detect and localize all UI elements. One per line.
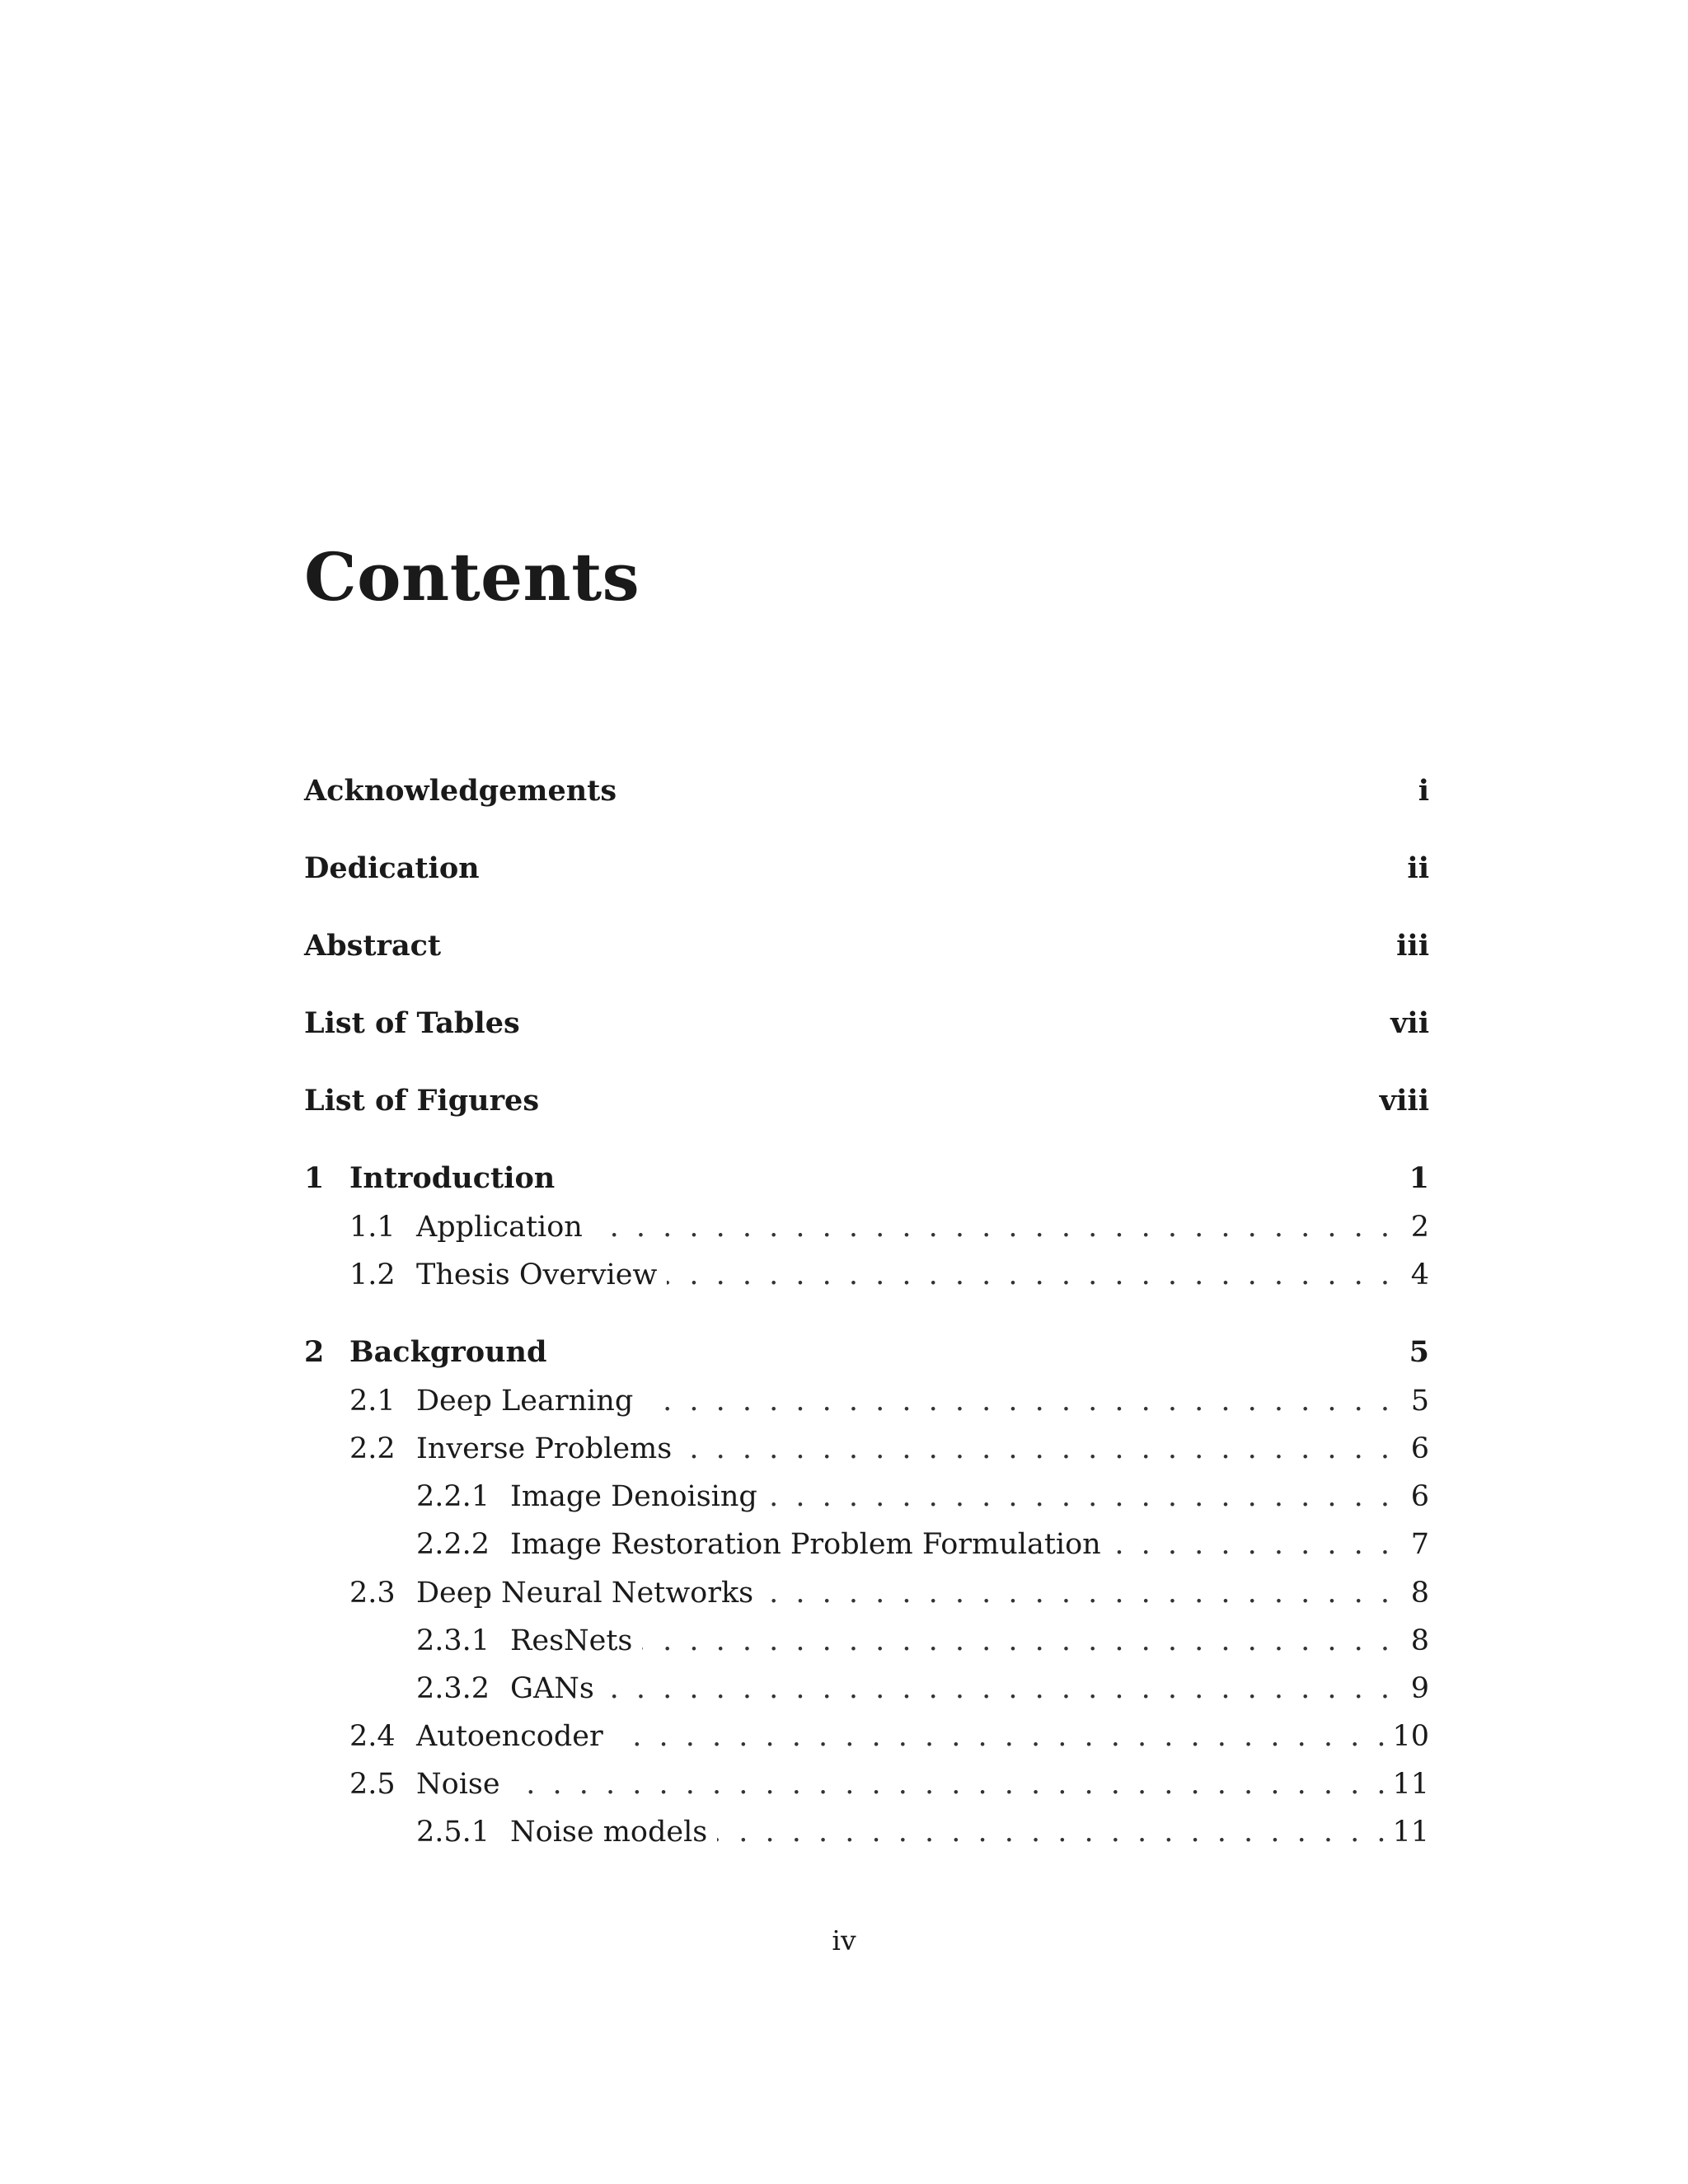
toc-entry-chapter [304,771,1429,812]
toc-entry-page: 9 [1410,1672,1429,1705]
toc-entry-section [349,1254,1429,1296]
toc-dot-leader [643,1380,1390,1422]
toc-dot-leader [604,1668,1390,1709]
toc-entry-page: 11 [1392,1816,1429,1849]
toc-entry-title: Autoencoder [416,1720,603,1753]
toc-entry-section [349,1380,1429,1422]
toc-entry-page: 8 [1410,1577,1429,1610]
toc-entry-section [349,1428,1429,1469]
toc-entry-title: Image Restoration Problem Formulation [510,1528,1101,1561]
toc-entry-title: Background [349,1335,547,1369]
toc-entry-number: 2.5.1 [416,1816,490,1849]
toc-entry-page: 6 [1410,1480,1429,1513]
toc-entry-number: 1.1 [349,1211,396,1244]
toc-entry-chapter [304,1158,1429,1199]
toc-entry-chapter [304,1003,1429,1044]
toc-entry-page: 5 [1410,1385,1429,1418]
toc-dot-leader [642,1620,1390,1661]
toc-entry-title: Dedication [304,851,480,885]
toc-dot-leader [682,1428,1390,1469]
toc-entry-page: 6 [1410,1432,1429,1465]
toc-entry-title: Introduction [349,1161,556,1195]
toc-entry-chapter [304,1080,1429,1122]
toc-entry-page: 5 [1409,1335,1429,1369]
toc-entry-number: 2.1 [349,1385,396,1418]
toc-entry-chapter [304,926,1429,967]
toc-entry-section [416,1811,1429,1853]
toc-entry-title: Abstract [304,929,442,963]
toc-entry-title: Application [416,1211,583,1244]
toc-entry-page: i [1418,774,1429,808]
toc-entry-title: List of Tables [304,1006,520,1040]
toc-entry-page: 7 [1410,1528,1429,1561]
toc-entry-title: Image Denoising [510,1480,757,1513]
toc-entry-page: ii [1407,851,1429,885]
toc-dot-leader [767,1476,1390,1517]
toc-entry-page: viii [1379,1084,1429,1118]
toc-entry-section [349,1572,1429,1614]
toc-entry-title: Noise models [510,1816,708,1849]
toc-entry-number: 2.3.1 [416,1624,490,1657]
page-title: Contents [304,538,640,616]
toc-entry-number: 2.2.1 [416,1480,490,1513]
toc-entry-number: 1.2 [349,1258,396,1291]
toc-dot-leader [593,1207,1390,1248]
toc-entry-title: List of Figures [304,1084,540,1118]
toc-entry-title: Inverse Problems [416,1432,673,1465]
toc-entry-title: Deep Learning [416,1385,634,1418]
toc-entry-title: Deep Neural Networks [416,1577,754,1610]
toc-entry-chapter [304,848,1429,889]
toc-entry-section [349,1764,1429,1805]
toc-entry-page: iii [1396,929,1429,963]
toc-dot-leader [717,1811,1386,1853]
toc-entry-number: 2.3 [349,1577,396,1610]
toc-entry-title: Noise [416,1768,500,1801]
toc-entry-number: 2.4 [349,1720,396,1753]
toc-dot-leader [510,1764,1386,1805]
toc-entry-title: ResNets [510,1624,633,1657]
toc-entry-page: 8 [1410,1624,1429,1657]
toc-entry-section [349,1207,1429,1248]
toc-entry-page: 11 [1392,1768,1429,1801]
toc-dot-leader [763,1572,1390,1614]
toc-entry-page: 4 [1410,1258,1429,1291]
page-number: iv [832,1924,856,1957]
toc-entry-section [416,1620,1429,1661]
toc-entry-title: Acknowledgements [304,774,617,808]
toc-entry-page: 10 [1392,1720,1429,1753]
toc-entry-title: GANs [510,1672,594,1705]
toc-dot-leader [1111,1524,1390,1565]
toc-entry-number: 2.2.2 [416,1528,490,1561]
toc-entry-page: 2 [1410,1211,1429,1244]
toc-entry-page: vii [1390,1006,1429,1040]
toc-entry-number: 2.3.2 [416,1672,490,1705]
toc-dot-leader [613,1716,1386,1757]
toc-entry-number: 2.2 [349,1432,396,1465]
toc-entry-title: Thesis Overview [416,1258,658,1291]
toc-entry-section [416,1524,1429,1565]
toc-entry-chapter [304,1332,1429,1373]
toc-entry-section [416,1668,1429,1709]
toc-entry-section [416,1476,1429,1517]
toc-entry-page: 1 [1409,1161,1429,1195]
toc-entry-number: 2.5 [349,1768,396,1801]
toc-entry-number: 2 [304,1335,325,1369]
toc-entry-section [349,1716,1429,1757]
toc-entry-number: 1 [304,1161,325,1195]
toc-dot-leader [667,1254,1390,1296]
